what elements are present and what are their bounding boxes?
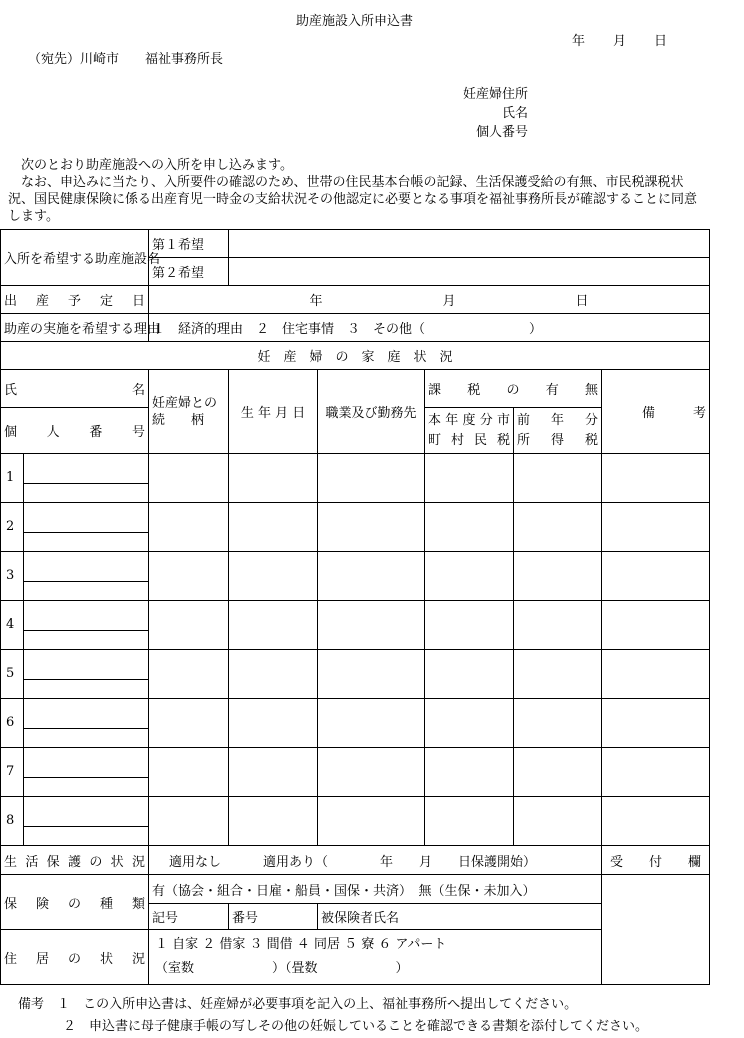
applicant-id-label: 個人番号 [475, 125, 528, 140]
row-name-id-cell[interactable] [1, 503, 149, 552]
row-cell[interactable] [229, 552, 318, 601]
row-cell[interactable] [425, 699, 514, 748]
housing-types: １ 自家 ２ 借家 ３ 間借 ４ 同居 ５ 寮 ６ アパート [155, 937, 447, 952]
intro-line-1: 次のとおり助産施設への入所を申し込みます。 [21, 158, 293, 173]
due-month: 月 [442, 294, 456, 309]
application-form-table [0, 229, 744, 985]
table-row [1, 650, 710, 699]
row-number: 7 [6, 764, 15, 779]
row-cell[interactable] [425, 503, 514, 552]
row-number: 3 [6, 568, 15, 583]
table-row [1, 503, 710, 552]
receipt-label: 受付欄 [602, 846, 710, 875]
row-cell[interactable] [602, 503, 710, 552]
col-relation-1: 妊産婦との [152, 395, 218, 411]
row-cell[interactable] [514, 552, 602, 601]
row-cell[interactable] [318, 552, 425, 601]
note-1-num: １ [57, 997, 71, 1012]
col-birth: 生 年 月 日 [229, 370, 318, 454]
row-cell[interactable] [318, 503, 425, 552]
row-cell[interactable] [602, 552, 710, 601]
note-1-text: この入所申込書は、妊産婦が必要事項を記入の上、福祉事務所へ提出してください。 [83, 997, 578, 1012]
housing-label: 住居の状況 [1, 930, 149, 985]
intro-line-2: なお、申込みに当たり、入所要件の確認のため、世帯の住民基本台帳の記録、生活保護受給の有無、市民税課税状況、国民健康保険に係る出産育児一時金の支給状況その他認定に必要となる事項を福祉事務所長が確認することに同意します。 [8, 175, 698, 224]
housing-rooms: （室数 ）（畳数 ） [155, 961, 409, 976]
row-cell[interactable] [514, 601, 602, 650]
row-cell[interactable] [602, 748, 710, 797]
col-tax-prev [514, 408, 602, 454]
table-row [1, 797, 710, 846]
note-2-text: 申込書に母子健康手帳の写しその他の妊娠していることを確認できる書類を添付してください。 [89, 1019, 649, 1034]
facility-label: 入所を希望する助産施設名 [1, 230, 149, 286]
date-month: 月 [613, 34, 627, 49]
row-cell[interactable] [318, 601, 425, 650]
table-row [1, 699, 710, 748]
row-cell[interactable] [514, 699, 602, 748]
note-1 [18, 994, 648, 1016]
row-cell[interactable] [229, 503, 318, 552]
notes-title: 備考 [18, 997, 45, 1012]
row-cell[interactable] [425, 650, 514, 699]
due-day: 日 [575, 294, 589, 309]
row-cell[interactable] [149, 699, 229, 748]
date-day: 日 [654, 34, 668, 49]
row-name-id-cell[interactable] [1, 601, 149, 650]
row-cell[interactable] [602, 699, 710, 748]
col-tax-prev-1: 前 年 分 [517, 412, 599, 428]
table-row [1, 748, 710, 797]
table-row [1, 552, 710, 601]
due-year: 年 [309, 294, 323, 309]
row-cell[interactable] [425, 552, 514, 601]
row-cell[interactable] [425, 748, 514, 797]
first-choice-field[interactable] [229, 230, 710, 258]
row-name-id-cell[interactable] [1, 748, 149, 797]
intro-text [8, 157, 700, 225]
table-row [1, 454, 710, 503]
row-cell[interactable] [514, 503, 602, 552]
addressee: （宛先）川崎市 福祉事務所長 [28, 52, 224, 67]
second-choice-field[interactable] [229, 258, 710, 286]
row-name-id-cell[interactable] [1, 797, 149, 846]
date-line [572, 30, 667, 49]
row-number: 1 [6, 470, 15, 485]
row-name-id-cell[interactable] [1, 650, 149, 699]
row-cell[interactable] [425, 454, 514, 503]
col-id: 個人番号 [1, 408, 149, 454]
applicant-block [455, 85, 528, 142]
row-name-id-cell[interactable] [1, 454, 149, 503]
row-cell[interactable] [602, 650, 710, 699]
receipt-field[interactable] [602, 875, 710, 985]
applicant-address-label: 妊産婦住所 [462, 87, 528, 102]
row-cell[interactable] [425, 601, 514, 650]
row-cell[interactable] [602, 797, 710, 846]
welfare-label: 生活保護の状況 [1, 846, 149, 875]
col-tax: 課税の有無 [425, 370, 602, 408]
row-number: 8 [6, 813, 15, 828]
row-cell[interactable] [602, 601, 710, 650]
col-relation [149, 370, 229, 454]
row-cell[interactable] [514, 797, 602, 846]
row-cell[interactable] [514, 454, 602, 503]
row-cell[interactable] [149, 650, 229, 699]
col-job: 職業及び勤務先 [318, 370, 425, 454]
date-year: 年 [572, 34, 586, 49]
welfare-applied: 適用あり（ 年 月 日保護開始） [263, 854, 537, 870]
row-name-id-cell[interactable] [1, 552, 149, 601]
insurance-options[interactable]: 有（協会・組合・日雇・船員・国保・共済） 無（生保・未加入） [149, 875, 602, 904]
insurance-holder[interactable]: 被保険者氏名 [318, 904, 602, 930]
col-remarks: 備考 [602, 370, 710, 454]
row-cell[interactable] [425, 797, 514, 846]
col-tax-current-2: 町村民税 [428, 432, 511, 448]
row-number: 4 [6, 617, 15, 632]
insurance-label: 保険の種類 [1, 875, 149, 930]
row-cell[interactable] [229, 748, 318, 797]
due-date-label: 出産予定日 [1, 286, 149, 314]
reason-label: 助産の実施を希望する理由 [1, 314, 149, 342]
welfare-none: 適用なし [169, 854, 222, 870]
applicant-name-label: 氏名 [501, 106, 528, 121]
row-cell[interactable] [229, 650, 318, 699]
insurance-symbol[interactable]: 記号 [149, 904, 229, 930]
document-title: 助産施設入所申込書 [295, 14, 413, 29]
second-choice-label: 第２希望 [149, 258, 229, 286]
col-name: 氏名 [1, 370, 149, 408]
col-tax-current [425, 408, 514, 454]
household-header: 妊 産 婦 の 家 庭 状 況 [1, 342, 710, 370]
row-cell[interactable] [318, 454, 425, 503]
row-number: 5 [6, 666, 15, 681]
row-cell[interactable] [149, 748, 229, 797]
row-cell[interactable] [149, 552, 229, 601]
row-cell[interactable] [514, 748, 602, 797]
first-choice-label: 第１希望 [149, 230, 229, 258]
row-number: 6 [6, 715, 15, 730]
welfare-status[interactable] [149, 846, 602, 875]
insurance-number[interactable]: 番号 [229, 904, 318, 930]
row-cell[interactable] [229, 797, 318, 846]
row-cell[interactable] [602, 454, 710, 503]
row-cell[interactable] [318, 748, 425, 797]
row-cell[interactable] [229, 454, 318, 503]
note-2 [18, 1016, 648, 1038]
notes [18, 994, 648, 1038]
housing-options[interactable] [149, 930, 602, 985]
row-number: 2 [6, 519, 15, 534]
reason-options[interactable]: １ 経済的理由 ２ 住宅事情 ３ その他（ ） [149, 314, 710, 342]
row-cell[interactable] [149, 797, 229, 846]
row-cell[interactable] [318, 699, 425, 748]
col-relation-2: 続 柄 [152, 412, 205, 428]
col-tax-current-1: 本年度分市 [428, 412, 511, 428]
row-cell[interactable] [149, 454, 229, 503]
row-name-id-cell[interactable] [1, 699, 149, 748]
row-cell[interactable] [149, 601, 229, 650]
col-tax-prev-2: 所 得 税 [517, 432, 599, 448]
note-2-num: ２ [63, 1019, 77, 1034]
row-cell[interactable] [229, 699, 318, 748]
table-row [1, 601, 710, 650]
row-cell[interactable] [229, 601, 318, 650]
row-cell[interactable] [318, 797, 425, 846]
row-cell[interactable] [514, 650, 602, 699]
row-cell[interactable] [318, 650, 425, 699]
due-date-field[interactable] [149, 286, 710, 314]
row-cell[interactable] [149, 503, 229, 552]
